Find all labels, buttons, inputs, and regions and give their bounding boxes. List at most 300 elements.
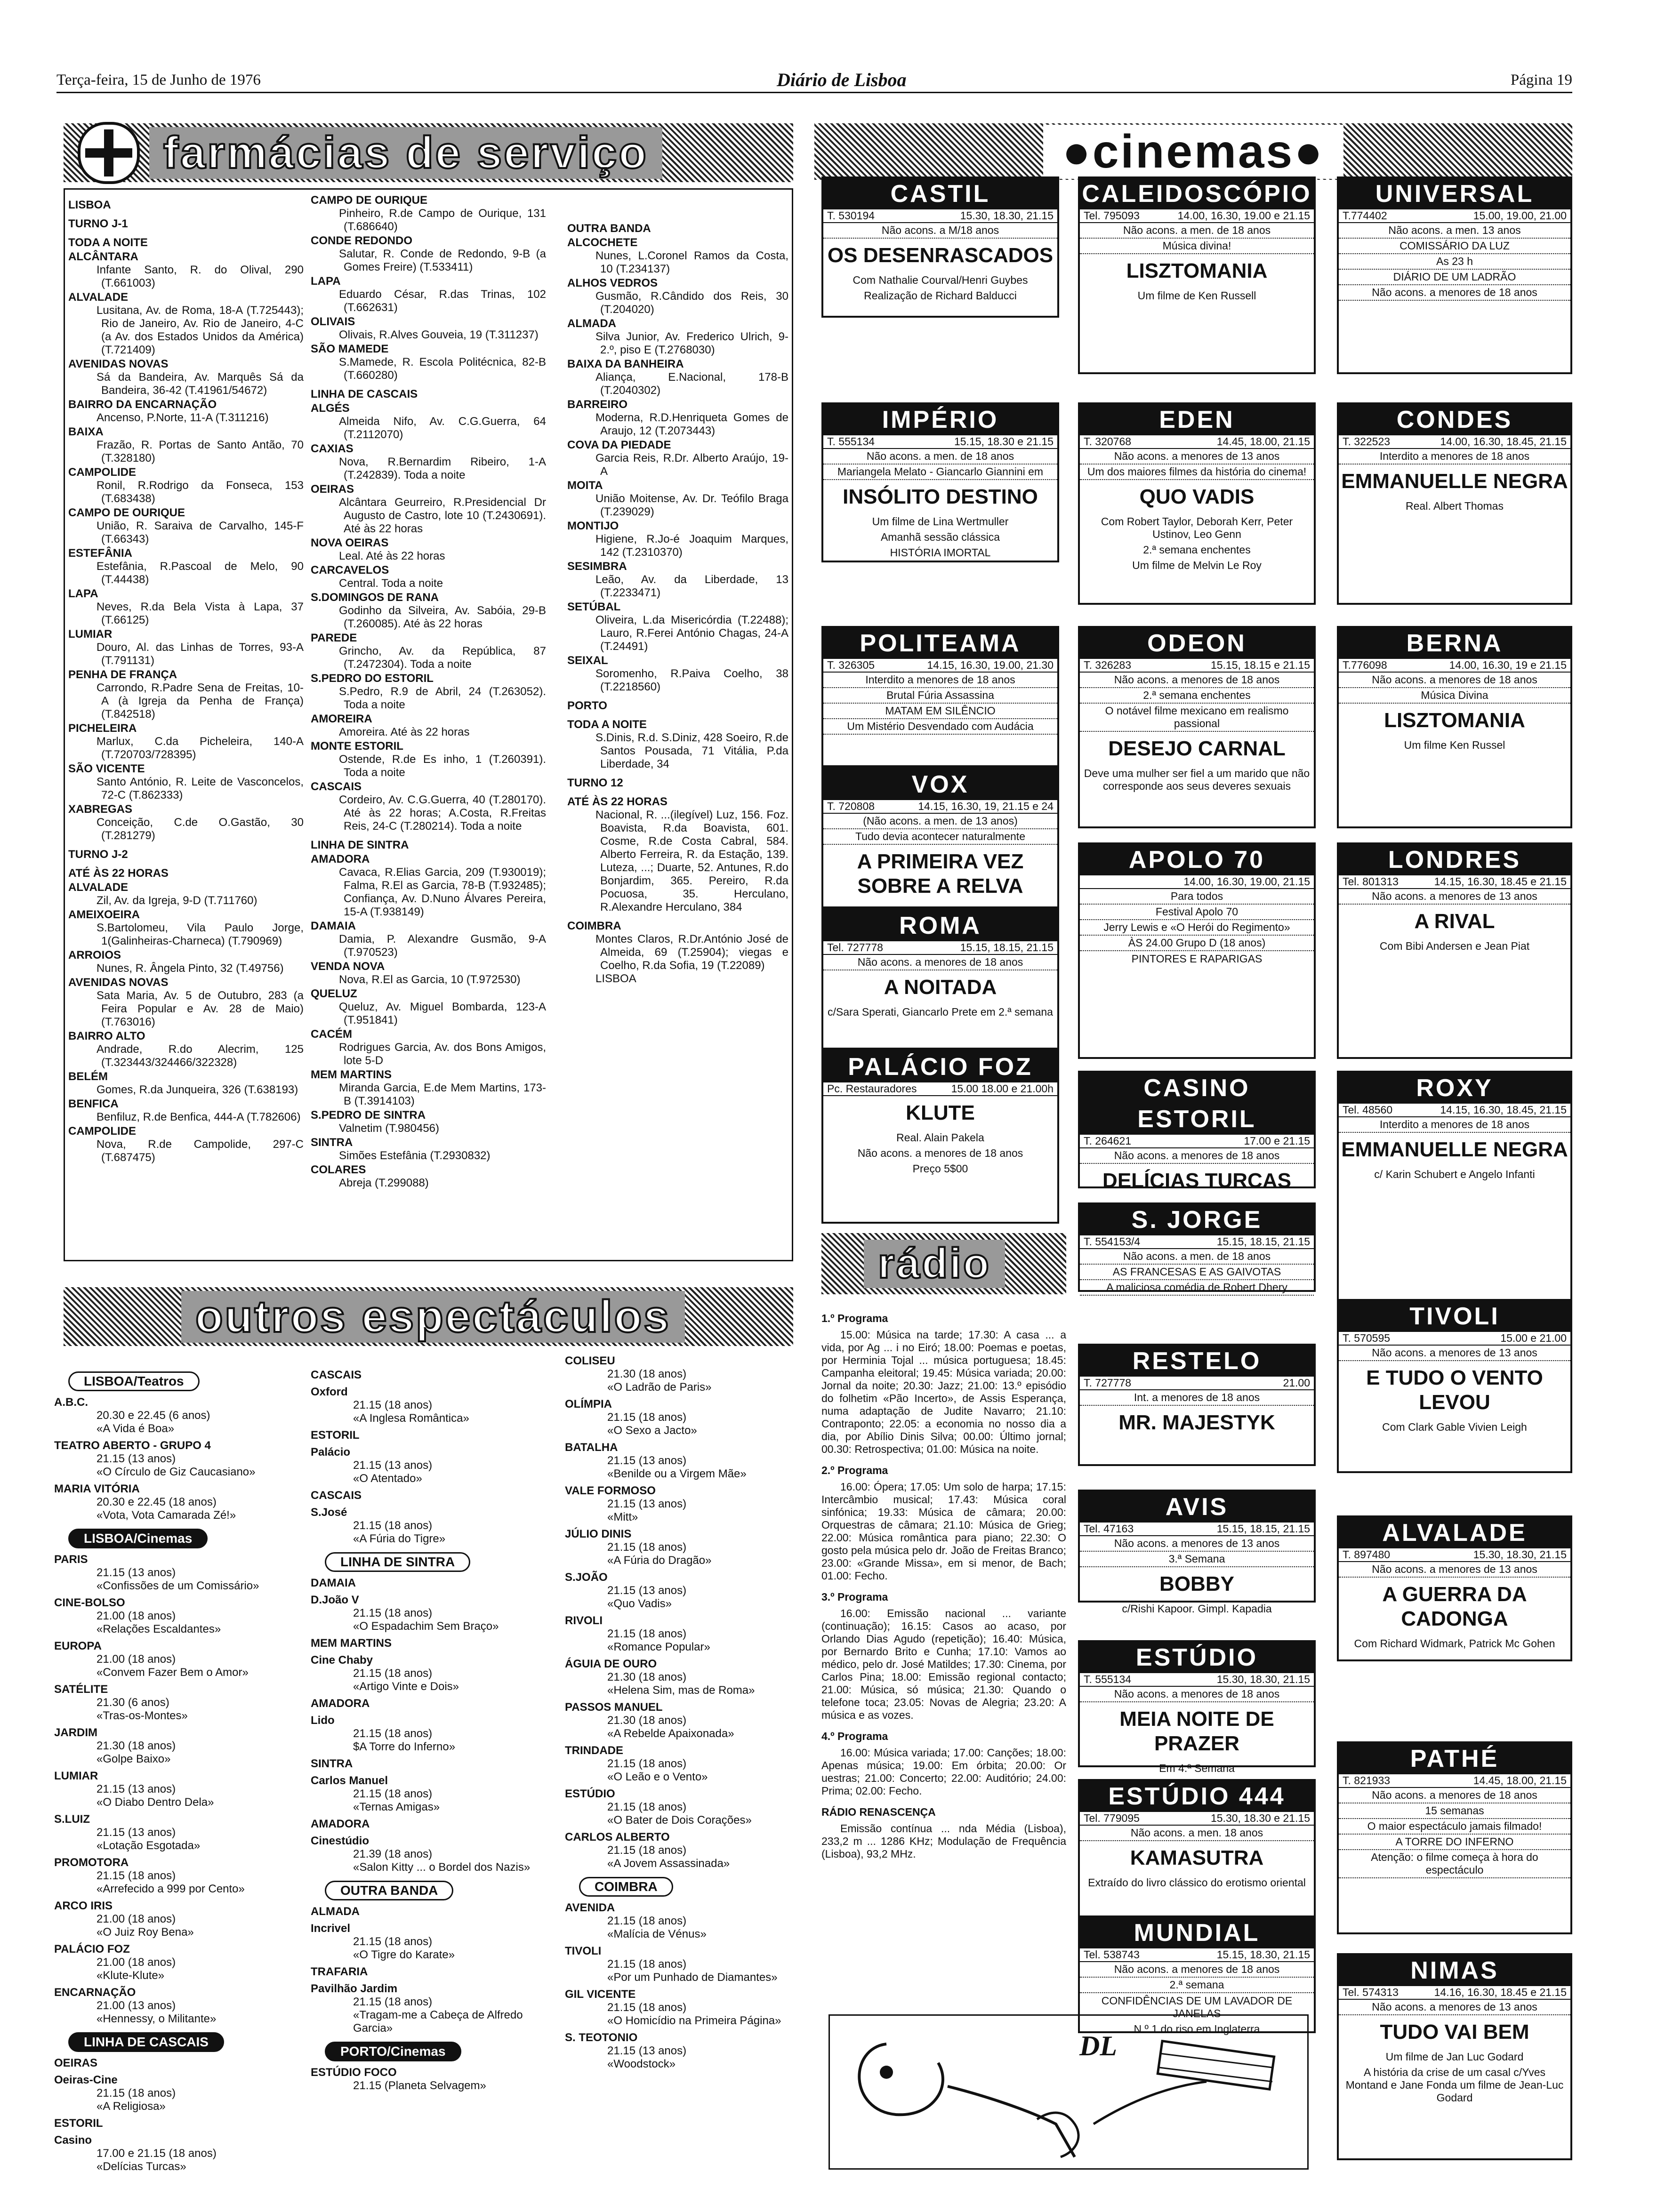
cinema-note: Não acons. a men. 18 anos [1080,1826,1314,1841]
cinema-phone: T. 570595 [1343,1332,1391,1344]
venue-name-text: S. TEOTONIO [565,2031,638,2044]
cinema-credit: N.º 1 do riso em Inglaterra [1134,2023,1260,2035]
show-detail [54,1999,299,2012]
pharmacy-entry: Cavaca, R.Elias Garcia, 209 (T.930019); Falma, R.El as Garcia, 78-B (T.932485); Confiança, Av. D.Nuno Álvares Pereira, 15-A (T.938149) [339,866,546,918]
cinema-note: Interdito a menores de 18 anos [823,673,1057,688]
cinema-phone: T. 727778 [1084,1377,1132,1389]
show-detail-text: 21.15 (18 anos) [353,1399,433,1411]
venue-name [311,1637,555,1650]
venue-name [565,1484,810,1498]
cinema-film-title: BOBBY [1159,1572,1234,1595]
venue-name-text: AVENIDA [565,1901,615,1914]
cinema-film-title: EMMANUELLE NEGRA [1341,470,1568,493]
cinema-listing [1337,1515,1572,1661]
show-detail [311,1740,555,1754]
cinema-phone: T.774402 [1343,209,1387,222]
cinema-name: EDEN [1080,404,1314,435]
show-detail [311,1667,555,1680]
show-detail [54,1452,299,1466]
venue-name-text: Cine Chaby [311,1654,373,1667]
show-detail [565,1368,810,1381]
venue-name [311,1774,555,1787]
venue-name-text: ÁGUIA DE OURO [565,1658,657,1670]
venue-name [565,1988,810,2001]
pharmacy-location: PENHA DE FRANÇA [68,668,177,681]
show-detail [565,2044,810,2058]
show-detail-text: 21.15 (18 anos) [607,1411,687,1424]
pharmacy-entry: Nova, R.El as Garcia, 10 (T.972530) [339,973,521,986]
venue-name-text: CARLOS ALBERTO [565,1831,670,1843]
cinema-name: RESTELO [1080,1346,1314,1377]
show-detail-text: 21.15 (18 anos) [353,1607,433,1619]
pharmacy-entry: Frazão, R. Portas de Santo Antão, 70 (T.328180) [97,439,304,465]
pharmacy-entry: Sata Maria, Av. 5 de Outubro, 283 (a Feira Popular e Av. 28 de Maio) (T.763016) [97,989,304,1028]
show-detail [54,1753,299,1766]
show-detail-text: «Romance Popular» [607,1641,710,1653]
radio-program-heading: 4.º Programa [821,1730,888,1742]
cinema-phone-times [1080,1235,1314,1249]
show-detail [311,1935,555,1948]
cinema-phone: Pc. Restauradores [827,1082,917,1095]
cinema-phone-times [1080,1812,1314,1826]
radio-program-schedule: Emissão contínua ... nda Média (Lisboa), 233,2 m ... 1286 KHz; Modulação de Frequência (Lisboa), 93,2 MHz. [821,1822,1066,1860]
cinema-name: ROXY [1339,1073,1570,1104]
venue-name-text: CINE-BOLSO [54,1596,125,1609]
pharmacy-entry: Ostende, R.de Es inho, 1 (T.260391). Toda a noite [339,753,546,779]
cinema-note: Não acons. a menores de 18 anos [1339,1788,1570,1803]
pharmacy-entry: Godinho da Silveira, Av. Sabóia, 29-B (T.260085). Até às 22 horas [339,604,546,630]
shows-section-label [579,1877,810,1897]
cinema-note: AS FRANCESAS E AS GAIVOTAS [1080,1265,1314,1280]
cinema-showtimes: 15.15, 18.30, 21.15 [1216,1948,1310,1961]
cinema-showtimes: 14.45, 18.00, 21.15 [1216,435,1310,448]
cinema-name: LONDRES [1339,844,1570,875]
pharmacy-entry: Zil, Av. da Igreja, 9-D (T.711760) [97,894,257,907]
show-detail [54,1926,299,1939]
pharmacy-location: LUMIAR [68,628,113,641]
cinema-listing [1337,402,1572,605]
cinema-note: Festival Apolo 70 [1080,905,1314,920]
cinema-listing [1337,1299,1572,1473]
venue-name-text: JÚLIO DINIS [565,1528,632,1540]
show-detail-text: «Benilde ou a Virgem Mãe» [607,1467,747,1480]
cinema-phone-times [1339,209,1570,223]
show-detail [54,1610,299,1623]
show-detail [565,1554,810,1567]
show-detail [54,1509,299,1522]
cinema-showtimes: 14.00, 16.30, 19.00 e 21.15 [1177,209,1310,222]
cinema-film-title: MR. MAJESTYK [1118,1411,1275,1434]
pharmacy-entry: Higiene, R.Jo-é Joaquim Marques, 142 (T.2310370) [595,533,788,559]
cinema-showtimes: 14.15, 16.30, 18.45, 21.15 [1440,1104,1567,1116]
shows-column-2 [311,1365,555,2203]
venue-name [565,1701,810,1714]
pharmacy-entry: Aliança, E.Nacional, 178-B (T.2040302) [595,371,788,397]
pharmacy-entry: Conceição, C.de O.Gastão, 30 (T.281279) [97,816,304,842]
show-detail [565,2001,810,2014]
venue-name-text: PROMOTORA [54,1856,129,1869]
cinema-phone: Tel. 801313 [1343,875,1399,888]
show-detail-text: «O Homicídio na Primeira Página» [607,2014,781,2027]
show-detail-text: «Malícia de Vénus» [607,1928,707,1940]
venue-name-text: ENCARNAÇÃO [54,1986,136,1999]
venue-name [311,1757,555,1771]
cinema-showtimes: 15.30, 18.30, 21.15 [1216,1673,1310,1685]
shows-column-3 [565,1351,810,2203]
show-detail [565,1857,810,1870]
venue-name-text: AMADORA [311,1818,370,1830]
pharmacy-entry: Marlux, C.da Picheleira, 140-A (T.720703/728395) [97,735,304,761]
pharmacy-entry: Benfiluz, R.de Benfica, 444-A (T.782606) [97,1111,301,1123]
shows-section-label [325,1881,555,1900]
show-detail-text: «O Tigre do Karate» [353,1948,455,1961]
cinema-credit: HISTÓRIA IMORTAL [890,546,991,559]
show-detail [565,2058,810,2071]
show-detail-text: «A Rebelde Apaixonada» [607,1727,734,1740]
pharmacy-location: ALHOS VEDROS [567,277,658,289]
venue-name [565,1787,810,1801]
pharmacy-location: SETÚBAL [567,601,621,613]
venue-name [311,1506,555,1519]
cinema-name: UNIVERSAL [1339,178,1570,209]
pharmacy-location: OEIRAS [311,483,354,496]
cinema-phone: T. 530194 [827,209,875,222]
cinema-credit: Real. Albert Thomas [1406,500,1504,512]
cinema-phone-times [1339,875,1570,889]
show-detail-text: 21.15 (13 anos) [607,1454,687,1467]
pharmacy-section: TURNO J-2 [68,848,128,861]
shows-column-1 [54,1365,299,2203]
pharmacy-entry: Nunes, L.Coronel Ramos da Costa, 10 (T.234137) [595,249,788,275]
page-number: Página 19 [1510,72,1572,88]
show-detail [54,1796,299,1809]
show-detail-text: 21.15 (13 anos) [97,1452,176,1465]
cinema-note: Para todos [1080,889,1314,905]
pharmacy-entry: Cordeiro, Av. C.G.Guerra, 40 (T.280170). Até às 22 horas; A.Costa, R.Freitas Reis, 24-C (T.280214). Toda a noite [339,793,546,833]
cinema-showtimes: 14.15, 16.30, 19.00, 21.30 [927,659,1054,671]
show-detail-text: 21.15 (13 anos) [607,2044,687,2057]
show-detail-text: «Salon Kitty ... o Bordel dos Nazis» [353,1861,531,1874]
pharmacy-location: SEIXAL [567,654,608,667]
cinema-phone-times [823,1082,1057,1096]
show-detail-text: «Hennessy, o Militante» [97,2012,217,2025]
cinema-phone: Tel. 795093 [1084,209,1140,222]
venue-name-text: Incrivel [311,1922,351,1935]
cinema-note: DIÁRIO DE UM LADRÃO [1339,270,1570,285]
show-detail-text: «Delícias Turcas» [97,2160,186,2173]
venue-name-text: Pavilhão Jardim [311,1982,398,1995]
venue-name-text: AMADORA [311,1697,370,1710]
pharmacy-location: COVA DA PIEDADE [567,439,671,451]
venue-name [311,1835,555,1848]
venue-name [565,1744,810,1757]
page-header [56,70,1572,93]
cinema-note: ÀS 24.00 Grupo D (18 anos) [1080,936,1314,951]
show-detail-text: «A Inglesa Romântica» [353,1412,469,1425]
cinema-note: Não acons. a men. de 18 anos [1080,1249,1314,1265]
venue-name-text: Carlos Manuel [311,1774,388,1787]
venue-name [565,1658,810,1671]
pharmacy-location: MEM MARTINS [311,1068,392,1081]
pharmacy-entry: Oliveira, L.da Misericórdia (T.22488); Lauro, R.Ferei António Chagas, 24-A (T.24491) [595,614,788,653]
cinema-note: Não acons. a menores de 13 anos [1339,2000,1570,2015]
show-detail [311,1532,555,1546]
cinema-credit: Com Clark Gable Vivien Leigh [1382,1421,1527,1433]
cinema-note: Não acons. a menores de 18 anos [1080,1687,1314,1702]
pharmacy-section: ATÉ ÀS 22 HORAS [68,867,169,880]
pharmacy-location: QUELUZ [311,987,357,1000]
venue-name [311,1446,555,1459]
venue-name [311,1489,555,1502]
pharmacy-entry: Leal. Até às 22 horas [339,550,445,562]
cinema-name: ALVALADE [1339,1517,1570,1548]
cinema-note: As 23 h [1339,254,1570,270]
pharmacy-entry: Douro, Al. das Linhas de Torres, 93-A (T.791131) [97,641,304,667]
show-detail [54,1466,299,1479]
cinema-film-title: MEIA NOITE DE PRAZER [1119,1707,1274,1755]
show-detail-text: 21.00 (13 anos) [97,1999,176,2012]
pharmacy-location: ALMADA [567,317,616,330]
show-detail [565,1801,810,1814]
show-detail [54,1696,299,1709]
show-detail [54,1783,299,1796]
pharmacy-entry: União, R. Saraiva de Carvalho, 145-F (T.66343) [97,520,304,545]
cinema-name: CASINO ESTORIL [1080,1073,1314,1135]
pharmacy-location: ARROIOS [68,949,121,962]
cinema-film-title: INSÓLITO DESTINO [843,485,1038,508]
cinema-film-title: LISZTOMANIA [1384,709,1525,732]
venue-name [54,1770,299,1783]
show-detail [565,1844,810,1857]
show-detail [311,1861,555,1874]
shows-section-label [68,2032,299,2052]
cinema-note: Int. a menores de 18 anos [1080,1390,1314,1406]
cinema-name: CALEIDOSCÓPIO [1080,178,1314,209]
show-detail [311,1727,555,1740]
cinema-phone-times [1080,1377,1314,1390]
pharmacies-banner-title: farmácias de serviço [149,127,662,179]
venue-name-text: PARIS [54,1553,88,1566]
venue-name-text: TIVOLI [565,1945,602,1957]
pharmacy-entry: Eduardo César, R.das Trinas, 102 (T.662631) [339,288,546,314]
cinema-showtimes: 14.16, 16.30, 18.45 e 21.15 [1434,1986,1567,1998]
cinema-note: 2.ª semana [1080,1978,1314,1993]
cinema-note: O notável filme mexicano em realismo passional [1080,704,1314,732]
show-detail-text: «Tras-os-Montes» [97,1709,188,1722]
show-detail-text: «Lotação Esgotada» [97,1839,201,1852]
cinema-showtimes: 15.15, 18.30 e 21.15 [954,435,1054,448]
venue-name-text: MEM MARTINS [311,1637,392,1650]
show-detail [565,1641,810,1654]
cinema-showtimes: 14.00, 16.30, 19.00, 21.15 [1183,875,1310,888]
venue-name [54,1483,299,1496]
venue-name [54,1553,299,1566]
show-detail [565,1714,810,1727]
venue-name-text: CASCAIS [311,1369,362,1381]
show-detail [565,1467,810,1481]
cinema-phone-times [1080,1135,1314,1148]
cinema-credit: Preço 5$00 [912,1162,968,1175]
show-detail [565,1928,810,1941]
show-detail [54,1496,299,1509]
pharmacy-location: ALCÂNTARA [68,250,138,263]
cinema-phone: Tel. 779095 [1084,1812,1140,1824]
pharmacy-entry: Silva Junior, Av. Frederico Ulrich, 9-2.º, piso E (T.2768030) [595,330,788,356]
show-detail [565,2014,810,2028]
cinema-note: Não acons. a menores de 13 anos [1339,1346,1570,1361]
pharmacy-location: AMEIXOEIRA [68,908,140,921]
cinema-listing [1078,1202,1316,1292]
pharmacy-location: ALCOCHETE [567,236,638,249]
show-detail [54,1623,299,1636]
pharmacy-entry: Leão, Av. da Liberdade, 13 (T.2233471) [595,573,788,599]
show-detail-text: 21.15 (13 anos) [97,1566,176,1579]
show-detail-text: 21.30 (6 anos) [97,1696,169,1709]
cinema-name: ESTÚDIO 444 [1080,1781,1314,1812]
cinema-showtimes: 14.00, 16.30, 18.45, 21.15 [1440,435,1567,448]
shows-section-pill: LINHA DE CASCAIS [68,2032,224,2052]
cinema-showtimes: 15.00 18.00 e 21.00h [951,1082,1054,1095]
cinema-showtimes: 21.00 [1283,1377,1310,1389]
pharmacy-location: AMOREIRA [311,713,372,725]
cinema-name: IMPÉRIO [823,404,1057,435]
show-detail [311,1801,555,1814]
venue-name [311,1965,555,1979]
pharmacy-section: LISBOA [68,199,111,211]
cinemas-banner [814,123,1572,180]
venue-name-text: Palácio [311,1446,351,1459]
show-detail [54,1969,299,1982]
pharmacy-location: BENFICA [68,1098,119,1110]
cinema-phone: T. 555134 [1084,1673,1132,1685]
cinema-listing [821,908,1059,1050]
venue-name [54,1396,299,1409]
cinema-phone-times [823,209,1057,223]
pharmacy-location: CAMPOLIDE [68,466,136,479]
cinema-name: APOLO 70 [1080,844,1314,875]
pharmacies-column-3 [567,216,788,1257]
show-detail [54,1883,299,1896]
cinema-phone: T. 326305 [827,659,875,671]
venue-name [54,1813,299,1826]
cinema-film-title: EMMANUELLE NEGRA [1341,1138,1568,1161]
show-detail-text: 20.30 e 22.45 (18 anos) [97,1496,217,1508]
venue-name-text: S.José [311,1506,347,1519]
show-detail-text: «O Espadachim Sem Braço» [353,1620,499,1633]
cinema-note: (Não acons. a men. de 13 anos) [823,814,1057,829]
cinema-listing [821,176,1059,318]
venue-name [311,1429,555,1442]
pharmacy-location: ALVALADE [68,881,129,894]
cinema-note: Música Divina [1339,688,1570,704]
cartoon-caption: DL [1079,2030,1117,2061]
cinema-film-title: QUO VADIS [1139,485,1255,508]
venue-name [565,1831,810,1844]
cinema-note: Não acons. a menores de 18 anos [1339,285,1570,301]
show-detail [311,1412,555,1425]
show-detail-text: 21.15 (18 anos) [607,1627,687,1640]
cinema-credit: c/Sara Sperati, Giancarlo Prete em 2.ª semana [828,1006,1053,1018]
show-detail-text: 21.15 (18 anos) [353,1935,433,1948]
show-detail-text: 21.15 (13 anos) [97,1826,176,1839]
venue-name-text: OEIRAS [54,2057,98,2069]
cinema-name: POLITEAMA [823,628,1057,659]
show-detail [54,2087,299,2100]
pharmacy-entry: Santo António, R. Leite de Vasconcelos, 72-C (T.862333) [97,776,304,801]
cinema-note: Não acons. a men. de 18 anos [823,449,1057,465]
cinema-showtimes: 15.30, 18.30, 21.15 [960,209,1054,222]
cinema-credit: Realização de Richard Balducci [864,289,1017,302]
venue-name [54,1856,299,1869]
show-detail [311,1848,555,1861]
pharmacy-location: NOVA OEIRAS [311,537,389,549]
pharmacies-banner [64,123,793,182]
cinema-credit: Um filme de Ken Russell [1137,289,1256,302]
cinema-film-title: E TUDO O VENTO LEVOU [1366,1366,1543,1414]
pharmacy-entry: Andrade, R.do Alecrim, 125 (T.323443/324466/322328) [97,1043,304,1069]
venue-name [565,1901,810,1915]
cinema-name: TIVOLI [1339,1301,1570,1332]
cinema-note: 2.ª semana enchentes [1080,688,1314,704]
venue-name-text: BATALHA [565,1441,618,1454]
pharmacy-location: AMADORA [311,853,370,866]
cinema-credit: Um filme de Lina Wertmuller [872,515,1009,528]
cinema-showtimes: 17.00 e 21.15 [1244,1135,1310,1147]
cinema-note: A TORRE DO INFERNO [1339,1835,1570,1850]
cinema-credit: Real. Alain Pakela [896,1131,984,1144]
cinema-credit: Em 4.ª Semana [1159,1762,1235,1774]
shows-section-pill: LISBOA/Cinemas [68,1529,208,1548]
venue-name-text: Cinestúdio [311,1835,369,1847]
venue-name-text: LUMIAR [54,1770,98,1782]
cinema-listing [1078,626,1316,828]
show-detail-text: «O Juiz Roy Bena» [97,1926,194,1939]
pharmacy-location: XABREGAS [68,803,133,816]
cinema-phone-times [1080,1523,1314,1536]
cinema-name: CASTIL [823,178,1057,209]
venue-name [565,2031,810,2044]
show-detail [54,2160,299,2173]
pharmacy-entry: Abreja (T.299088) [339,1177,429,1189]
pharmacy-section: LINHA DE SINTRA [311,839,409,851]
cinema-film-title: KLUTE [906,1101,975,1124]
cinema-note: Não acons. a menores de 13 anos [1080,1536,1314,1552]
show-detail [54,1666,299,1679]
cinema-phone-times [823,941,1057,955]
venue-name [311,1369,555,1382]
show-detail-text: «O Sexo a Jacto» [607,1424,697,1437]
venue-name-text: Oxford [311,1386,348,1398]
show-detail-text: «A Fúria do Tigre» [353,1532,446,1545]
show-detail-text: 21.15 (18 anos) [607,1757,687,1770]
show-detail-text: 21.15 (18 anos) [353,1519,433,1532]
venue-name [565,1945,810,1958]
cartoon-drawing [830,2016,1307,2168]
show-detail-text: 21.15 (18 anos) [353,1787,433,1800]
cinema-listing [1078,176,1316,374]
cinema-listing [1078,1071,1316,1192]
cinema-name: NIMAS [1339,1955,1570,1986]
show-detail [54,1709,299,1723]
cinema-credit: 2.ª semana enchentes [1143,544,1251,556]
pharmacy-entry: Nova, R.Bernardim Ribeiro, 1-A (T.242839). Toda a noite [339,456,546,481]
cinema-phone-times [1080,875,1314,889]
pharmacy-entry: Simões Estefânia (T.2930832) [339,1149,491,1162]
show-detail-text: 21.15 (18 anos) [607,2001,687,2014]
show-detail [311,1519,555,1532]
cinema-phone-times [1339,659,1570,673]
show-detail [565,1915,810,1928]
